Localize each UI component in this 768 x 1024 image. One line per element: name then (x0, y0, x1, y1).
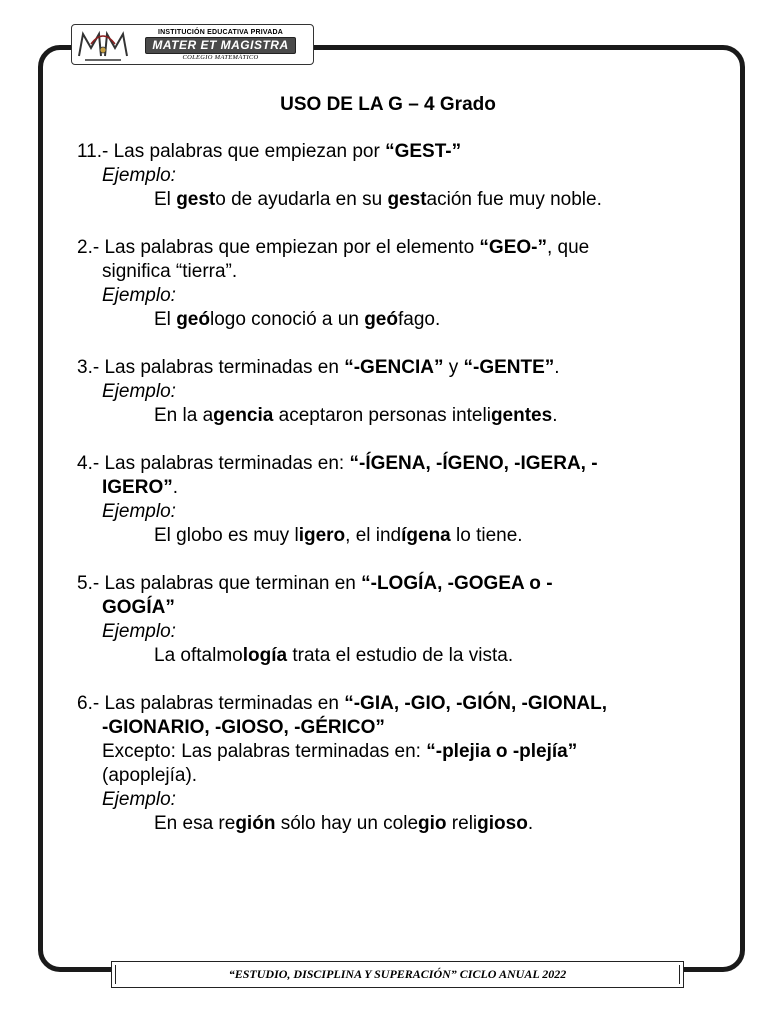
rule-item (77, 452, 707, 548)
emphasis-text: “-LOGÍA, -GOGEA o - (361, 573, 553, 594)
text-run: significa “tierra”. (102, 261, 238, 282)
example-label: Ejemplo: (102, 285, 176, 306)
text-run: aceptaron personas inteli (273, 405, 491, 426)
emphasis-text: gión (235, 813, 276, 834)
text-run: fago. (397, 309, 441, 330)
text-run: La oftalmo (154, 645, 243, 666)
text-run: 5.- Las palabras que terminan en (77, 573, 362, 594)
example-sentence (77, 812, 707, 836)
text-run: , que (546, 237, 590, 258)
emphasis-text: gio (418, 813, 447, 834)
rules-list (77, 140, 707, 860)
text-run: El (154, 309, 177, 330)
text-run: El (154, 189, 177, 210)
emphasis-text: “-plejia o -plejía” (426, 741, 578, 762)
emphasis-text: geó (364, 309, 398, 330)
institution-subtitle: COLEGIO MATEMÁTICO (182, 53, 259, 61)
text-run: 11.- Las palabras que empiezan por (77, 141, 386, 162)
emphasis-text: logía (242, 645, 288, 666)
text-run: , el ind (345, 525, 402, 546)
emphasis-text: gencia (213, 405, 274, 426)
example-label: Ejemplo: (102, 621, 176, 642)
emphasis-text: “GEST-” (385, 141, 462, 162)
emphasis-text: “-GIA, -GIO, -GIÓN, -GIONAL, (344, 693, 608, 714)
rule-text-continued (77, 596, 707, 620)
footer-banner (111, 961, 684, 988)
text-run: 3.- Las palabras terminadas en (77, 357, 345, 378)
rule-text (77, 236, 707, 260)
rule-text (77, 572, 707, 596)
emphasis-text: GOGÍA” (102, 597, 175, 618)
rule-text (77, 356, 707, 380)
rule-item (77, 356, 707, 428)
emphasis-text: IGERO” (102, 477, 173, 498)
emphasis-text: gentes (490, 405, 553, 426)
example-sentence (77, 524, 707, 548)
emphasis-text: igero (298, 525, 346, 546)
text-run: . (172, 477, 179, 498)
institution-type: INSTITUCIÓN EDUCATIVA PRIVADA (158, 28, 283, 36)
school-logo-icon (75, 26, 131, 64)
rule-item (77, 236, 707, 332)
emphasis-text: “-GENCIA” (344, 357, 444, 378)
text-run: logo conoció a un (209, 309, 365, 330)
footer-motto: “ESTUDIO, DISCIPLINA Y SUPERACIÓN” CICLO ANUAL 2022 (228, 967, 567, 981)
text-run: trata el estudio de la vista. (287, 645, 514, 666)
rule-text-continued (77, 716, 707, 740)
example-label: Ejemplo: (102, 789, 176, 810)
emphasis-text: gioso (477, 813, 528, 834)
rule-text-continued (77, 260, 707, 284)
institution-name: MATER ET MAGISTRA (145, 37, 295, 54)
example-sentence (77, 188, 707, 212)
text-run: . (552, 405, 558, 426)
text-run: En la a (154, 405, 214, 426)
page-title: USO DE LA G – 4 Grado (280, 94, 496, 115)
example-label: Ejemplo: (102, 381, 176, 402)
emphasis-text: “-ÍGENA, -ÍGENO, -IGERA, - (349, 453, 598, 474)
emphasis-text: -GIONARIO, -GIOSO, -GÉRICO” (102, 717, 385, 738)
exception-text (77, 740, 707, 764)
text-run: reli (446, 813, 478, 834)
rule-text (77, 452, 707, 476)
emphasis-text: gest (176, 189, 216, 210)
rule-text-continued (77, 476, 707, 500)
rule-text (77, 140, 707, 164)
school-header (71, 24, 314, 65)
emphasis-text: “-GENTE” (463, 357, 555, 378)
text-run: y (443, 357, 464, 378)
example-label: Ejemplo: (102, 165, 176, 186)
text-run: ación fue muy noble. (426, 189, 602, 210)
text-run: (apoplejía). (102, 765, 198, 786)
example-sentence (77, 644, 707, 668)
text-run: En esa re (154, 813, 236, 834)
text-run: sólo hay un cole (275, 813, 419, 834)
rule-text (77, 692, 707, 716)
rule-item (77, 572, 707, 668)
emphasis-text: “GEO-” (479, 237, 547, 258)
text-run: 4.- Las palabras terminadas en: (77, 453, 350, 474)
example-label: Ejemplo: (102, 501, 176, 522)
text-run: Excepto: Las palabras terminadas en: (102, 741, 427, 762)
emphasis-text: gest (387, 189, 427, 210)
emphasis-text: ígena (401, 525, 451, 546)
exception-text-continued (77, 764, 707, 788)
rule-item (77, 140, 707, 212)
text-run: o de ayudarla en su (215, 189, 388, 210)
example-sentence (77, 404, 707, 428)
text-run: . (554, 357, 560, 378)
example-sentence (77, 308, 707, 332)
text-run: 2.- Las palabras que empiezan por el elemento (77, 237, 480, 258)
text-run: 6.- Las palabras terminadas en (77, 693, 345, 714)
text-run: . (527, 813, 534, 834)
text-run: El globo es muy l (154, 525, 299, 546)
rule-item (77, 692, 707, 836)
emphasis-text: geó (176, 309, 210, 330)
text-run: lo tiene. (450, 525, 523, 546)
